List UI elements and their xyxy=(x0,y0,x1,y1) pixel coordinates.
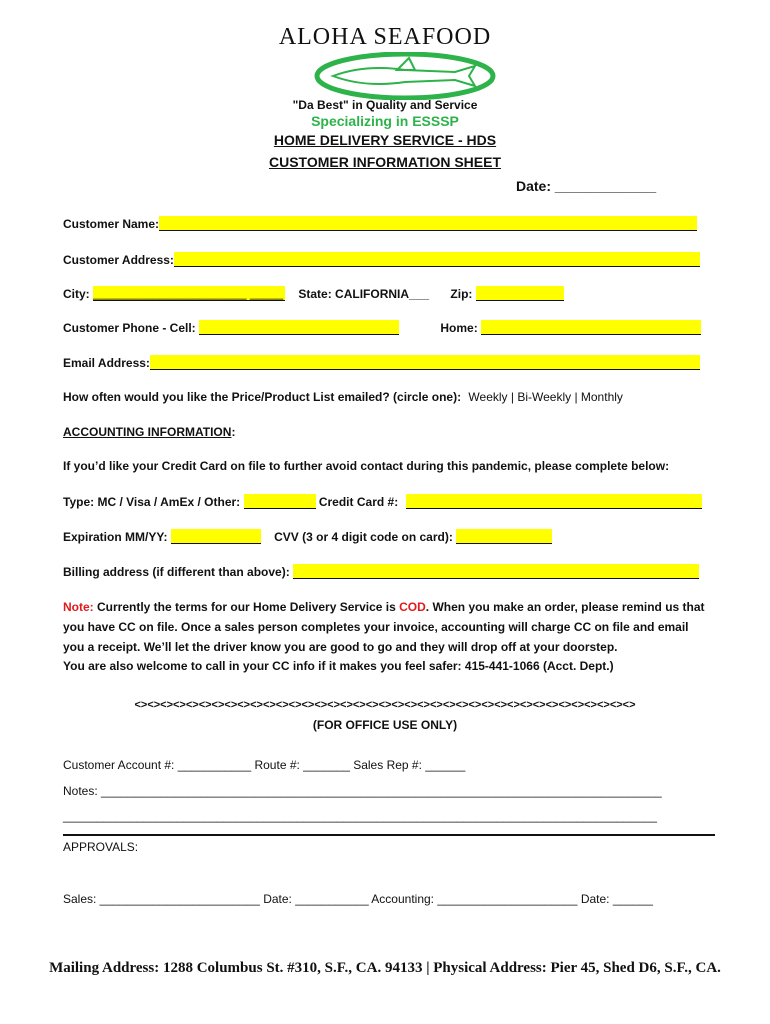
zip-input[interactable] xyxy=(476,286,564,301)
note-text-2: . When you make an order, please remind us that you have CC on file. Once a sales person completes your invoice, accounting will charge CC on file and email you a receipt. We’ll let the driver know you are good to go and they will drop off at your doorstep. xyxy=(63,600,705,654)
expiration-row xyxy=(63,529,552,544)
section-divider xyxy=(63,834,715,836)
cvv-label: CVV (3 or 4 digit code on card): xyxy=(274,530,453,544)
brand-name: ALOHA SEAFOOD xyxy=(278,24,492,50)
state-input[interactable]: CALIFORNIA___ xyxy=(335,287,430,301)
sales-line[interactable]: Sales: ________________________ Date: ___________ Accounting: _____________________ Date: ______ xyxy=(63,892,653,906)
approvals-label: APPROVALS: xyxy=(63,840,139,854)
specializing-text: Specializing in ESSSP xyxy=(311,113,459,129)
credit-card-input[interactable] xyxy=(406,494,702,509)
tagline: "Da Best" in Quality and Service xyxy=(292,98,478,112)
note-cod: COD xyxy=(399,600,426,614)
accounting-intro: If you’d like your Credit Card on file to further avoid contact during this pandemic, please complete below: xyxy=(63,459,670,473)
card-type-label: Type: MC / Visa / AmEx / Other: xyxy=(63,495,241,509)
phone-row xyxy=(63,320,701,335)
email-input[interactable] xyxy=(150,355,700,370)
note-label: Note: xyxy=(63,600,94,614)
email-row xyxy=(63,355,700,370)
card-type-row xyxy=(63,494,702,509)
frequency-options[interactable]: Weekly | Bi-Weekly | Monthly xyxy=(468,390,623,404)
home-phone-label: Home: xyxy=(440,321,478,335)
notes-line[interactable]: Notes: ____________________________________________________________________________________ xyxy=(63,784,662,798)
fish-logo-icon xyxy=(305,52,505,100)
frequency-row xyxy=(63,390,623,404)
phone-cell-label: Customer Phone - Cell: xyxy=(63,321,196,335)
credit-card-label: Credit Card #: xyxy=(318,495,399,509)
email-label: Email Address: xyxy=(63,356,150,370)
page-subtitle: CUSTOMER INFORMATION SHEET xyxy=(268,154,502,170)
office-divider: <><><><><><><><><><><><><><><><><><><><><><><><><><><><><><><><><><><><><><><> xyxy=(134,699,636,711)
page-title: HOME DELIVERY SERVICE - HDS xyxy=(273,132,497,148)
home-phone-input[interactable] xyxy=(481,320,701,335)
office-heading: (FOR OFFICE USE ONLY) xyxy=(312,718,458,732)
accounting-heading-row xyxy=(63,425,235,439)
zip-label: Zip: xyxy=(450,287,473,301)
billing-input[interactable] xyxy=(293,564,699,579)
city-state-zip-row xyxy=(63,286,564,301)
phone-cell-input[interactable] xyxy=(199,320,399,335)
expiration-input[interactable] xyxy=(171,529,261,544)
card-type-input[interactable] xyxy=(244,494,316,509)
city-input[interactable]: _______________________ _____ xyxy=(93,286,284,300)
customer-address-label: Customer Address: xyxy=(63,253,174,267)
customer-name-row xyxy=(63,216,697,231)
city-label: City: xyxy=(63,287,90,301)
customer-address-row xyxy=(63,252,700,267)
date-field[interactable]: Date: _____________ xyxy=(516,178,657,194)
note-paragraph xyxy=(63,597,713,657)
note-text-1: Currently the terms for our Home Delivery Service is xyxy=(93,600,400,614)
billing-label: Billing address (if different than above): xyxy=(63,565,290,579)
logo xyxy=(305,52,505,100)
customer-name-input[interactable] xyxy=(159,216,697,231)
account-line[interactable]: Customer Account #: ___________ Route #: _______ Sales Rep #: ______ xyxy=(63,758,466,772)
note-line-2: You are also welcome to call in your CC info if it makes you feel safer: 415-441-1066 (Acct. Dept.) xyxy=(63,659,614,673)
expiration-label: Expiration MM/YY: xyxy=(63,530,168,544)
customer-address-input[interactable] xyxy=(174,252,700,267)
footer-address: Mailing Address: 1288 Columbus St. #310, S.F., CA. 94133 | Physical Address: Pier 45, Shed D6, S.F., CA. xyxy=(49,960,721,976)
cvv-input[interactable] xyxy=(456,529,552,544)
accounting-heading: ACCOUNTING INFORMATION xyxy=(63,425,232,439)
billing-row xyxy=(63,564,699,579)
customer-name-label: Customer Name: xyxy=(63,217,160,231)
frequency-question: How often would you like the Price/Product List emailed? (circle one): xyxy=(63,390,462,404)
accounting-heading-colon: : xyxy=(231,425,236,439)
notes-line-2[interactable]: _________________________________________________________________________________________ xyxy=(63,809,657,823)
state-label: State: xyxy=(298,287,332,301)
